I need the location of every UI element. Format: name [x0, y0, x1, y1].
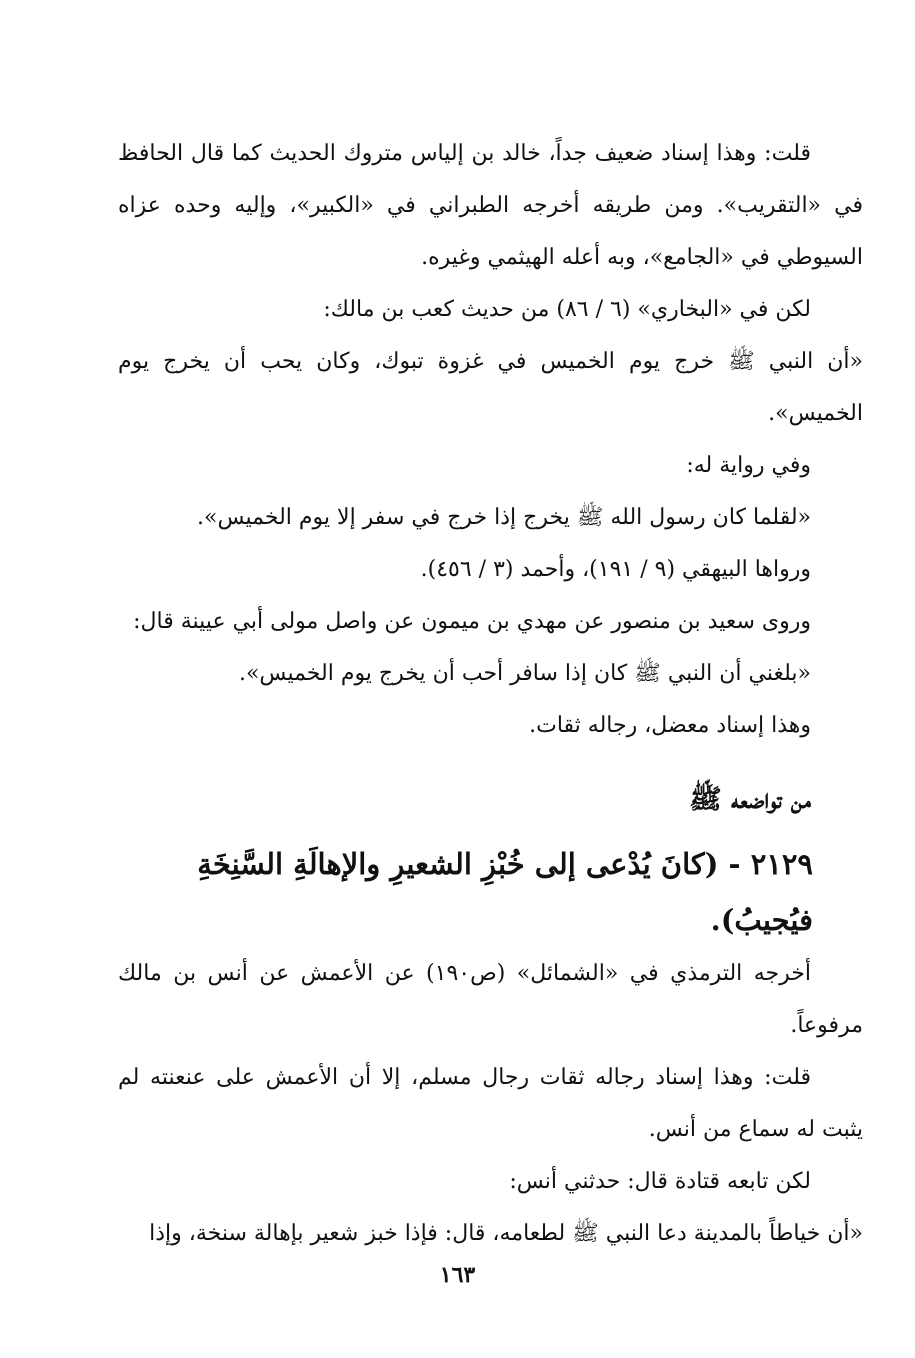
paragraph-5-quote: «لقلما كان رسول الله ﷺ يخرج إذا خرج في سفر إلا يوم الخميس». — [197, 505, 811, 530]
section-heading: من تواضعه ﷺ — [689, 784, 811, 815]
paragraph-7: وروى سعيد بن منصور عن مهدي بن ميمون عن واصل مولى أبي عيينة قال: — [133, 609, 811, 634]
paragraph-12: لكن تابعه قتادة قال: حدثني أنس: — [509, 1169, 811, 1194]
paragraph-6: ورواها البيهقي (٩ / ١٩١)، وأحمد (٣ / ٤٥٦). — [420, 557, 811, 582]
paragraph-10: أخرجه الترمذي في «الشمائل» (ص١٩٠) عن الأعمش عن أنس بن مالك مرفوعاً. — [118, 961, 863, 1038]
paragraph-8-quote: «بلغني أن النبي ﷺ كان إذا سافر أحب أن يخرج يوم الخميس». — [238, 661, 811, 686]
paragraph-2: لكن في «البخاري» (٦ / ٨٦) من حديث كعب بن مالك: — [323, 297, 811, 322]
paragraph-13-quote: «أن خياطاً بالمدينة دعا النبي ﷺ لطعامه، قال: فإذا خبز شعير بإهالة سنخة، وإذا — [149, 1221, 863, 1246]
hadith-title: ٢١٢٩ - (كانَ يُدْعى إلى خُبْزِ الشعيرِ والإهالَةِ السَّنِخَةِ فيُجيبُ). — [197, 847, 813, 937]
page-number: ١٦٣ — [439, 1262, 476, 1288]
paragraph-11: قلت: وهذا إسناد رجاله ثقات رجال مسلم، إلا أن الأعمش على عنعنته لم يثبت له سماع من أنس. — [118, 1065, 863, 1142]
paragraph-3-quote: «أن النبي ﷺ خرج يوم الخميس في غزوة تبوك، وكان يحب أن يخرج يوم الخميس». — [118, 349, 863, 426]
paragraph-9: وهذا إسناد معضل، رجاله ثقات. — [529, 713, 811, 738]
paragraph-4: وفي رواية له: — [686, 453, 811, 478]
page-body — [118, 128, 863, 1260]
paragraph-1: قلت: وهذا إسناد ضعيف جداً، خالد بن إلياس متروك الحديث كما قال الحافظ في «التقريب». ومن طريقه أخرجه الطبراني في «الكبير»، وإليه وحده عزاه السيوطي في «الجامع»، وبه أعله الهيثمي وغيره. — [118, 141, 863, 270]
